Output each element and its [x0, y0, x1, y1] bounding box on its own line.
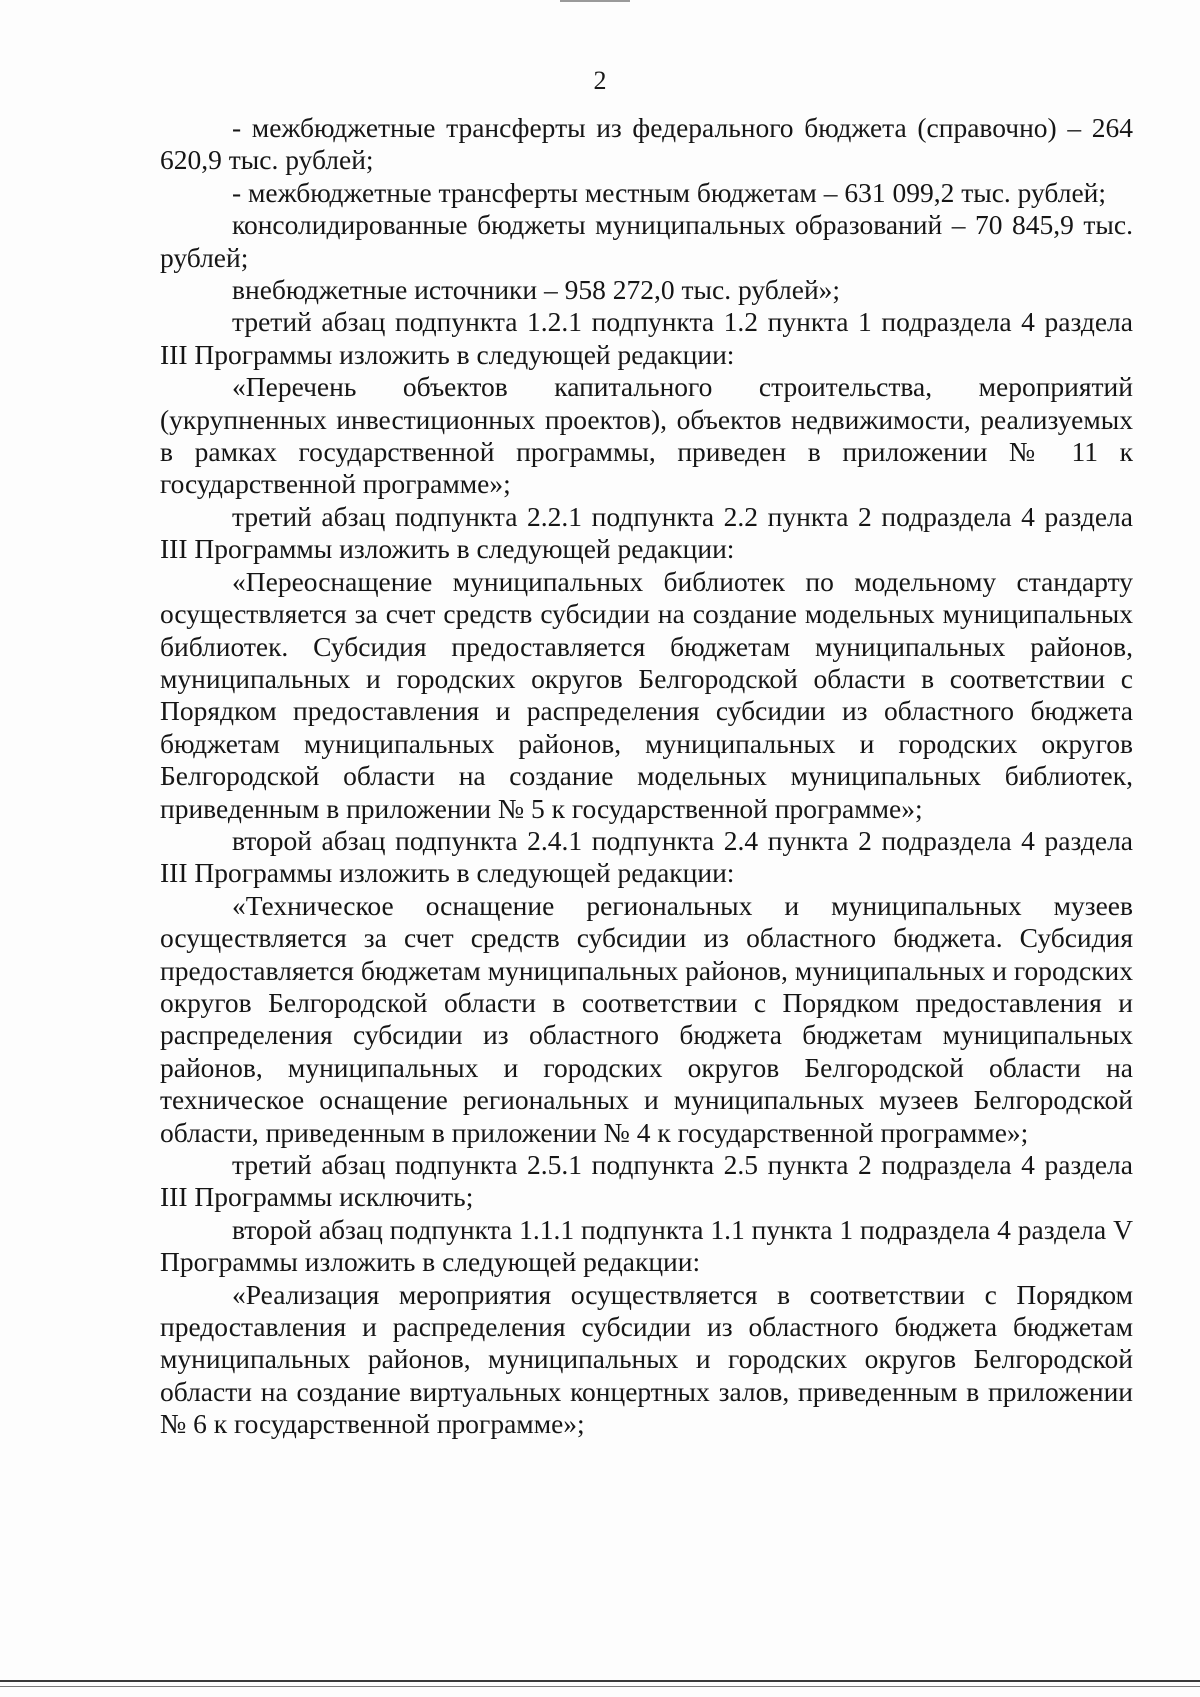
- paragraph-federal-transfers: - межбюджетные трансферты из федерального бюджета (справочно) – 264 620,9 тыс. рублей;: [160, 112, 1133, 176]
- scan-top-mark: [560, 0, 630, 2]
- paragraph-amendment-2-5-1: третий абзац подпункта 2.5.1 подпункта 2.5 пункта 2 подраздела 4 раздела III Программы исключить;: [160, 1149, 1133, 1213]
- paragraph-capital-construction-list: «Перечень объектов капитального строительства, мероприятий (укрупненных инвестиционных проектов), объектов недвижимости, реализуемых в рамках государственной программы, приведен в приложении № 11 к государственной программе»;: [160, 371, 1133, 500]
- paragraph-virtual-concert-halls: «Реализация мероприятия осуществляется в соответствии с Порядком предоставления и распределения субсидии из областного бюджета бюджетам муниципальных районов, муниципальных и городских округов Белгородской области на создание виртуальных концертных залов, приведенным в приложении № 6 к государственной программе»;: [160, 1278, 1133, 1440]
- paragraph-amendment-1-1-1: второй абзац подпункта 1.1.1 подпункта 1.1 пункта 1 подраздела 4 раздела V Программы изложить в следующей редакции:: [160, 1213, 1133, 1278]
- paragraph-consolidated-budgets: консолидированные бюджеты муниципальных образований – 70 845,9 тыс. рублей;: [160, 209, 1133, 273]
- paragraph-amendment-1-2-1: третий абзац подпункта 1.2.1 подпункта 1.2 пункта 1 подраздела 4 раздела III Программы изложить в следующей редакции:: [160, 306, 1133, 370]
- paragraph-local-transfers: - межбюджетные трансферты местным бюджетам – 631 099,2 тыс. рублей;: [232, 176, 1107, 208]
- page-number: 2: [593, 66, 607, 95]
- paragraph-amendment-2-2-1: третий абзац подпункта 2.2.1 подпункта 2.2 пункта 2 подраздела 4 раздела III Программы изложить в следующей редакции:: [160, 500, 1133, 565]
- paragraph-extrabudgetary-sources: внебюджетные источники – 958 272,0 тыс. рублей»;: [232, 274, 841, 306]
- scan-bottom-rule-thin: [0, 1686, 1200, 1687]
- paragraph-museum-equipment: «Техническое оснащение региональных и муниципальных музеев осуществляется за счет средств субсидии из областного бюджета. Субсидия предоставляется бюджетам муниципальных районов, муниципальных и городских округов Белгородской области в соответствии с Порядком предоставления и распределения субсидии из областного бюджета бюджетам муниципальных районов, муниципальных и городских округов Белгородской области на техническое оснащение региональных и муниципальных музеев Белгородской области, приведенным в приложении № 4 к государственной программе»;: [160, 889, 1133, 1148]
- scan-bottom-rule: [0, 1680, 1200, 1682]
- paragraph-library-reequipment: «Переоснащение муниципальных библиотек по модельному стандарту осуществляется за счет средств субсидии на создание модельных муниципальных библиотек. Субсидия предоставляется бюджетам муниципальных районов, муниципальных и городских округов Белгородской области в соответствии с Порядком предоставления и распределения субсидии из областного бюджета бюджетам муниципальных районов, муниципальных и городских округов Белгородской области на создание модельных муниципальных библиотек, приведенным в приложении № 5 к государственной программе»;: [160, 565, 1133, 824]
- paragraph-amendment-2-4-1: второй абзац подпункта 2.4.1 подпункта 2.4 пункта 2 подраздела 4 раздела III Программы изложить в следующей редакции:: [160, 824, 1133, 889]
- document-body: [160, 112, 1133, 1441]
